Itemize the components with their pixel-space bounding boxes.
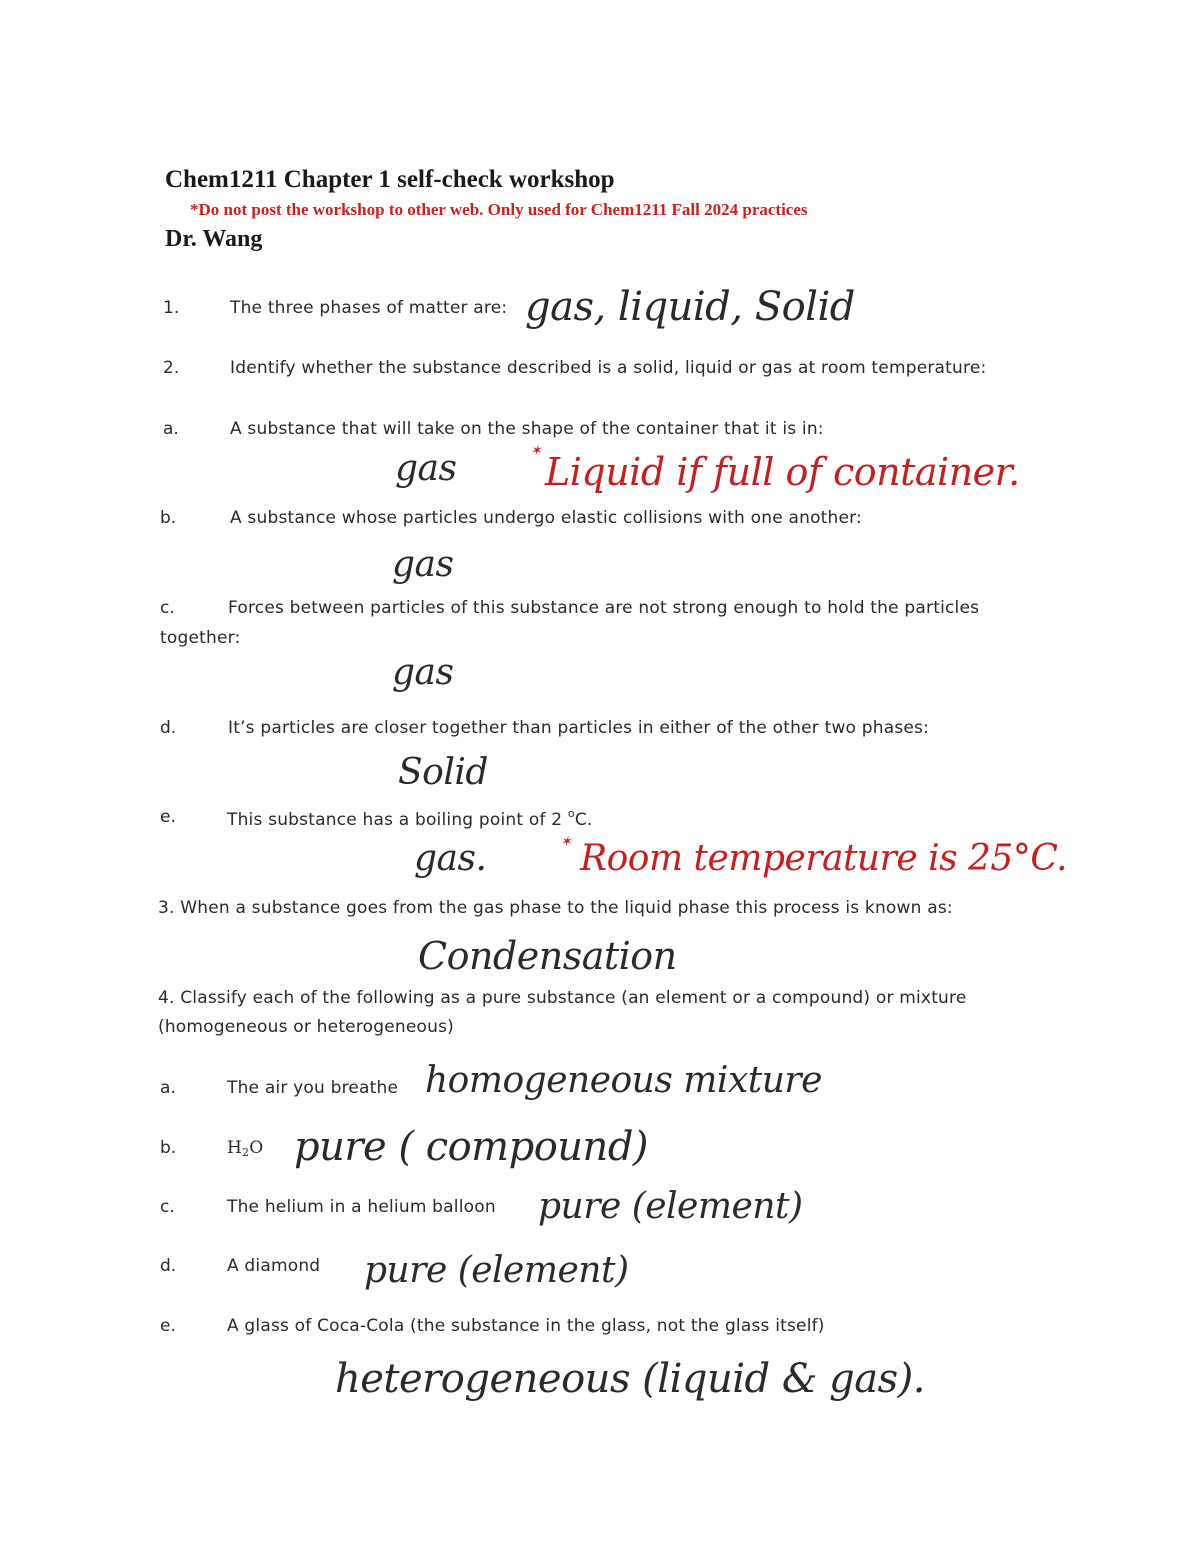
q4a-label: a. xyxy=(160,1078,176,1098)
q2a-answer: gas xyxy=(395,448,457,489)
q4e-text: A glass of Coca-Cola (the substance in the glass, not the glass itself) xyxy=(227,1316,825,1336)
q4d-answer: pure (element) xyxy=(364,1250,629,1291)
q4e-label: e. xyxy=(160,1316,176,1336)
q4-prompt-cont: (homogeneous or heterogeneous) xyxy=(158,1017,455,1037)
q4-prompt: 4. Classify each of the following as a pure substance (an element or a compound) or mixture xyxy=(158,988,967,1008)
q2-number: 2. xyxy=(163,358,180,378)
q2c-answer: gas xyxy=(392,652,454,693)
q1-number: 1. xyxy=(163,298,180,318)
q4a-text: The air you breathe xyxy=(227,1078,399,1098)
q2e-text: This substance has a boiling point of 2 $^o$C. xyxy=(227,807,593,830)
q2a-label: a. xyxy=(163,419,179,439)
q2e-label: e. xyxy=(160,807,176,827)
q4b-text: $H_2O$ xyxy=(227,1138,264,1159)
q3-answer: Condensation xyxy=(418,934,677,978)
q4a-answer: homogeneous mixture xyxy=(425,1060,822,1101)
q2e-correction: Room temperature is 25°C. xyxy=(580,838,1068,879)
q2-prompt: Identify whether the substance described is a solid, liquid or gas at room temperature: xyxy=(230,358,987,378)
page-title: Chem1211 Chapter 1 self-check workshop xyxy=(165,166,615,193)
q2b-label: b. xyxy=(160,508,177,528)
q4d-text: A diamond xyxy=(227,1256,321,1276)
q2d-text: It’s particles are closer together than particles in either of the other two phases: xyxy=(228,718,930,738)
q4c-text: The helium in a helium balloon xyxy=(227,1197,496,1217)
q3-prompt: 3. When a substance goes from the gas phase to the liquid phase this process is known as: xyxy=(158,898,953,918)
q2a-text: A substance that will take on the shape of the container that it is in: xyxy=(230,419,824,439)
q4b-answer: pure ( compound) xyxy=(294,1124,649,1170)
q4d-label: d. xyxy=(160,1256,177,1276)
usage-notice: *Do not post the workshop to other web. Only used for Chem1211 Fall 2024 practices xyxy=(190,200,808,219)
q2b-text: A substance whose particles undergo elastic collisions with one another: xyxy=(230,508,862,528)
q2e-correction-mark: ✶ xyxy=(560,834,572,850)
q2a-correction-mark: ✶ xyxy=(530,443,542,459)
q4e-answer: heterogeneous (liquid & gas). xyxy=(335,1356,925,1402)
q2d-label: d. xyxy=(160,718,177,738)
q4b-label: b. xyxy=(160,1138,177,1158)
q1-answer: gas, liquid, Solid xyxy=(525,284,855,330)
q4c-answer: pure (element) xyxy=(538,1186,803,1227)
q2a-correction: Liquid if full of container. xyxy=(545,450,1020,494)
q2c-text-cont: together: xyxy=(160,628,241,648)
q2d-answer: Solid xyxy=(398,752,488,793)
q2c-text: Forces between particles of this substance are not strong enough to hold the particles xyxy=(228,598,980,618)
q2c-label: c. xyxy=(160,598,175,618)
author: Dr. Wang xyxy=(165,226,263,252)
q1-prompt: The three phases of matter are: xyxy=(230,298,508,318)
q4c-label: c. xyxy=(160,1197,175,1217)
q2e-answer: gas. xyxy=(414,838,487,879)
q2b-answer: gas xyxy=(392,544,454,585)
